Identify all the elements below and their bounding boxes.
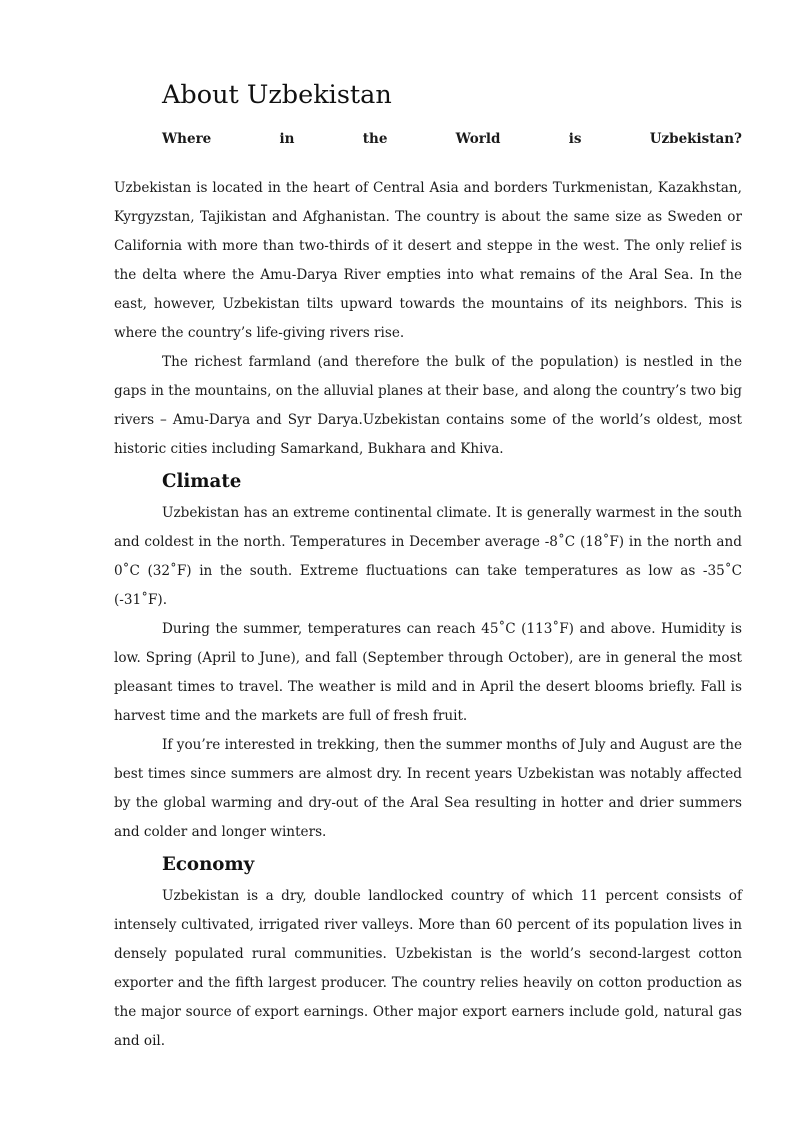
subtitle-word: Uzbekistan?	[649, 131, 742, 147]
subtitle-word: is	[568, 131, 582, 147]
climate-paragraph: Uzbekistan has an extreme continental climate. It is generally warmest in the south and coldest in the north. Temperatures in December average -8˚C (18˚F) in the north and 0˚C (32˚F) in the south. Extreme fluctuations can take temperatures as low as -35˚C (-31˚F).	[114, 505, 742, 608]
climate-paragraph: If you’re interested in trekking, then the summer months of July and August are the best times since summers are almost dry. In recent years Uzbekistan was notably affected by the global warming and dry-out of the Aral Sea resulting in hotter and drier summers and colder and longer winters.	[114, 737, 742, 840]
subtitle-word: in	[279, 131, 295, 147]
climate-heading: Climate	[162, 471, 242, 492]
intro-paragraph: The richest farmland (and therefore the bulk of the population) is nestled in the gaps in the mountains, on the alluvial planes at their base, and along the country’s two big rivers – Amu-Darya and Syr Darya.Uzbekistan contains some of the world’s oldest, most historic cities including Samarkand, Bukhara and Khiva.	[114, 354, 742, 457]
document-page	[114, 72, 742, 1056]
economy-heading: Economy	[162, 854, 255, 875]
economy-paragraph: Uzbekistan is a dry, double landlocked country of which 11 percent consists of intensely cultivated, irrigated river valleys. More than 60 percent of its population lives in densely populated rural communities. Uzbekistan is the world’s second-largest cotton exporter and the fifth largest producer. The country relies heavily on cotton production as the major source of export earnings. Other major export earners include gold, natural gas and oil.	[114, 888, 742, 1049]
intro-paragraph: Uzbekistan is located in the heart of Central Asia and borders Turkmenistan, Kazakhstan, Kyrgyzstan, Tajikistan and Afghanistan. The country is about the same size as Sweden or California with more than two-thirds of it desert and steppe in the west. The only relief is the delta where the Amu-Darya River empties into what remains of the Aral Sea. In the east, however, Uzbekistan tilts upward towards the mountains of its neighbors. This is where the country’s life-giving rivers rise.	[114, 180, 742, 341]
document-subtitle	[162, 128, 742, 150]
subtitle-word: World	[455, 131, 501, 147]
subtitle-word: the	[362, 131, 388, 147]
climate-paragraph: During the summer, temperatures can reach 45˚C (113˚F) and above. Humidity is low. Spring (April to June), and fall (September through October), are in general the most pleasant times to travel. The weather is mild and in April the desert blooms briefly. Fall is harvest time and the markets are full of fresh fruit.	[114, 621, 742, 724]
subtitle-word: Where	[162, 131, 212, 147]
document-title: About Uzbekistan	[162, 80, 392, 110]
